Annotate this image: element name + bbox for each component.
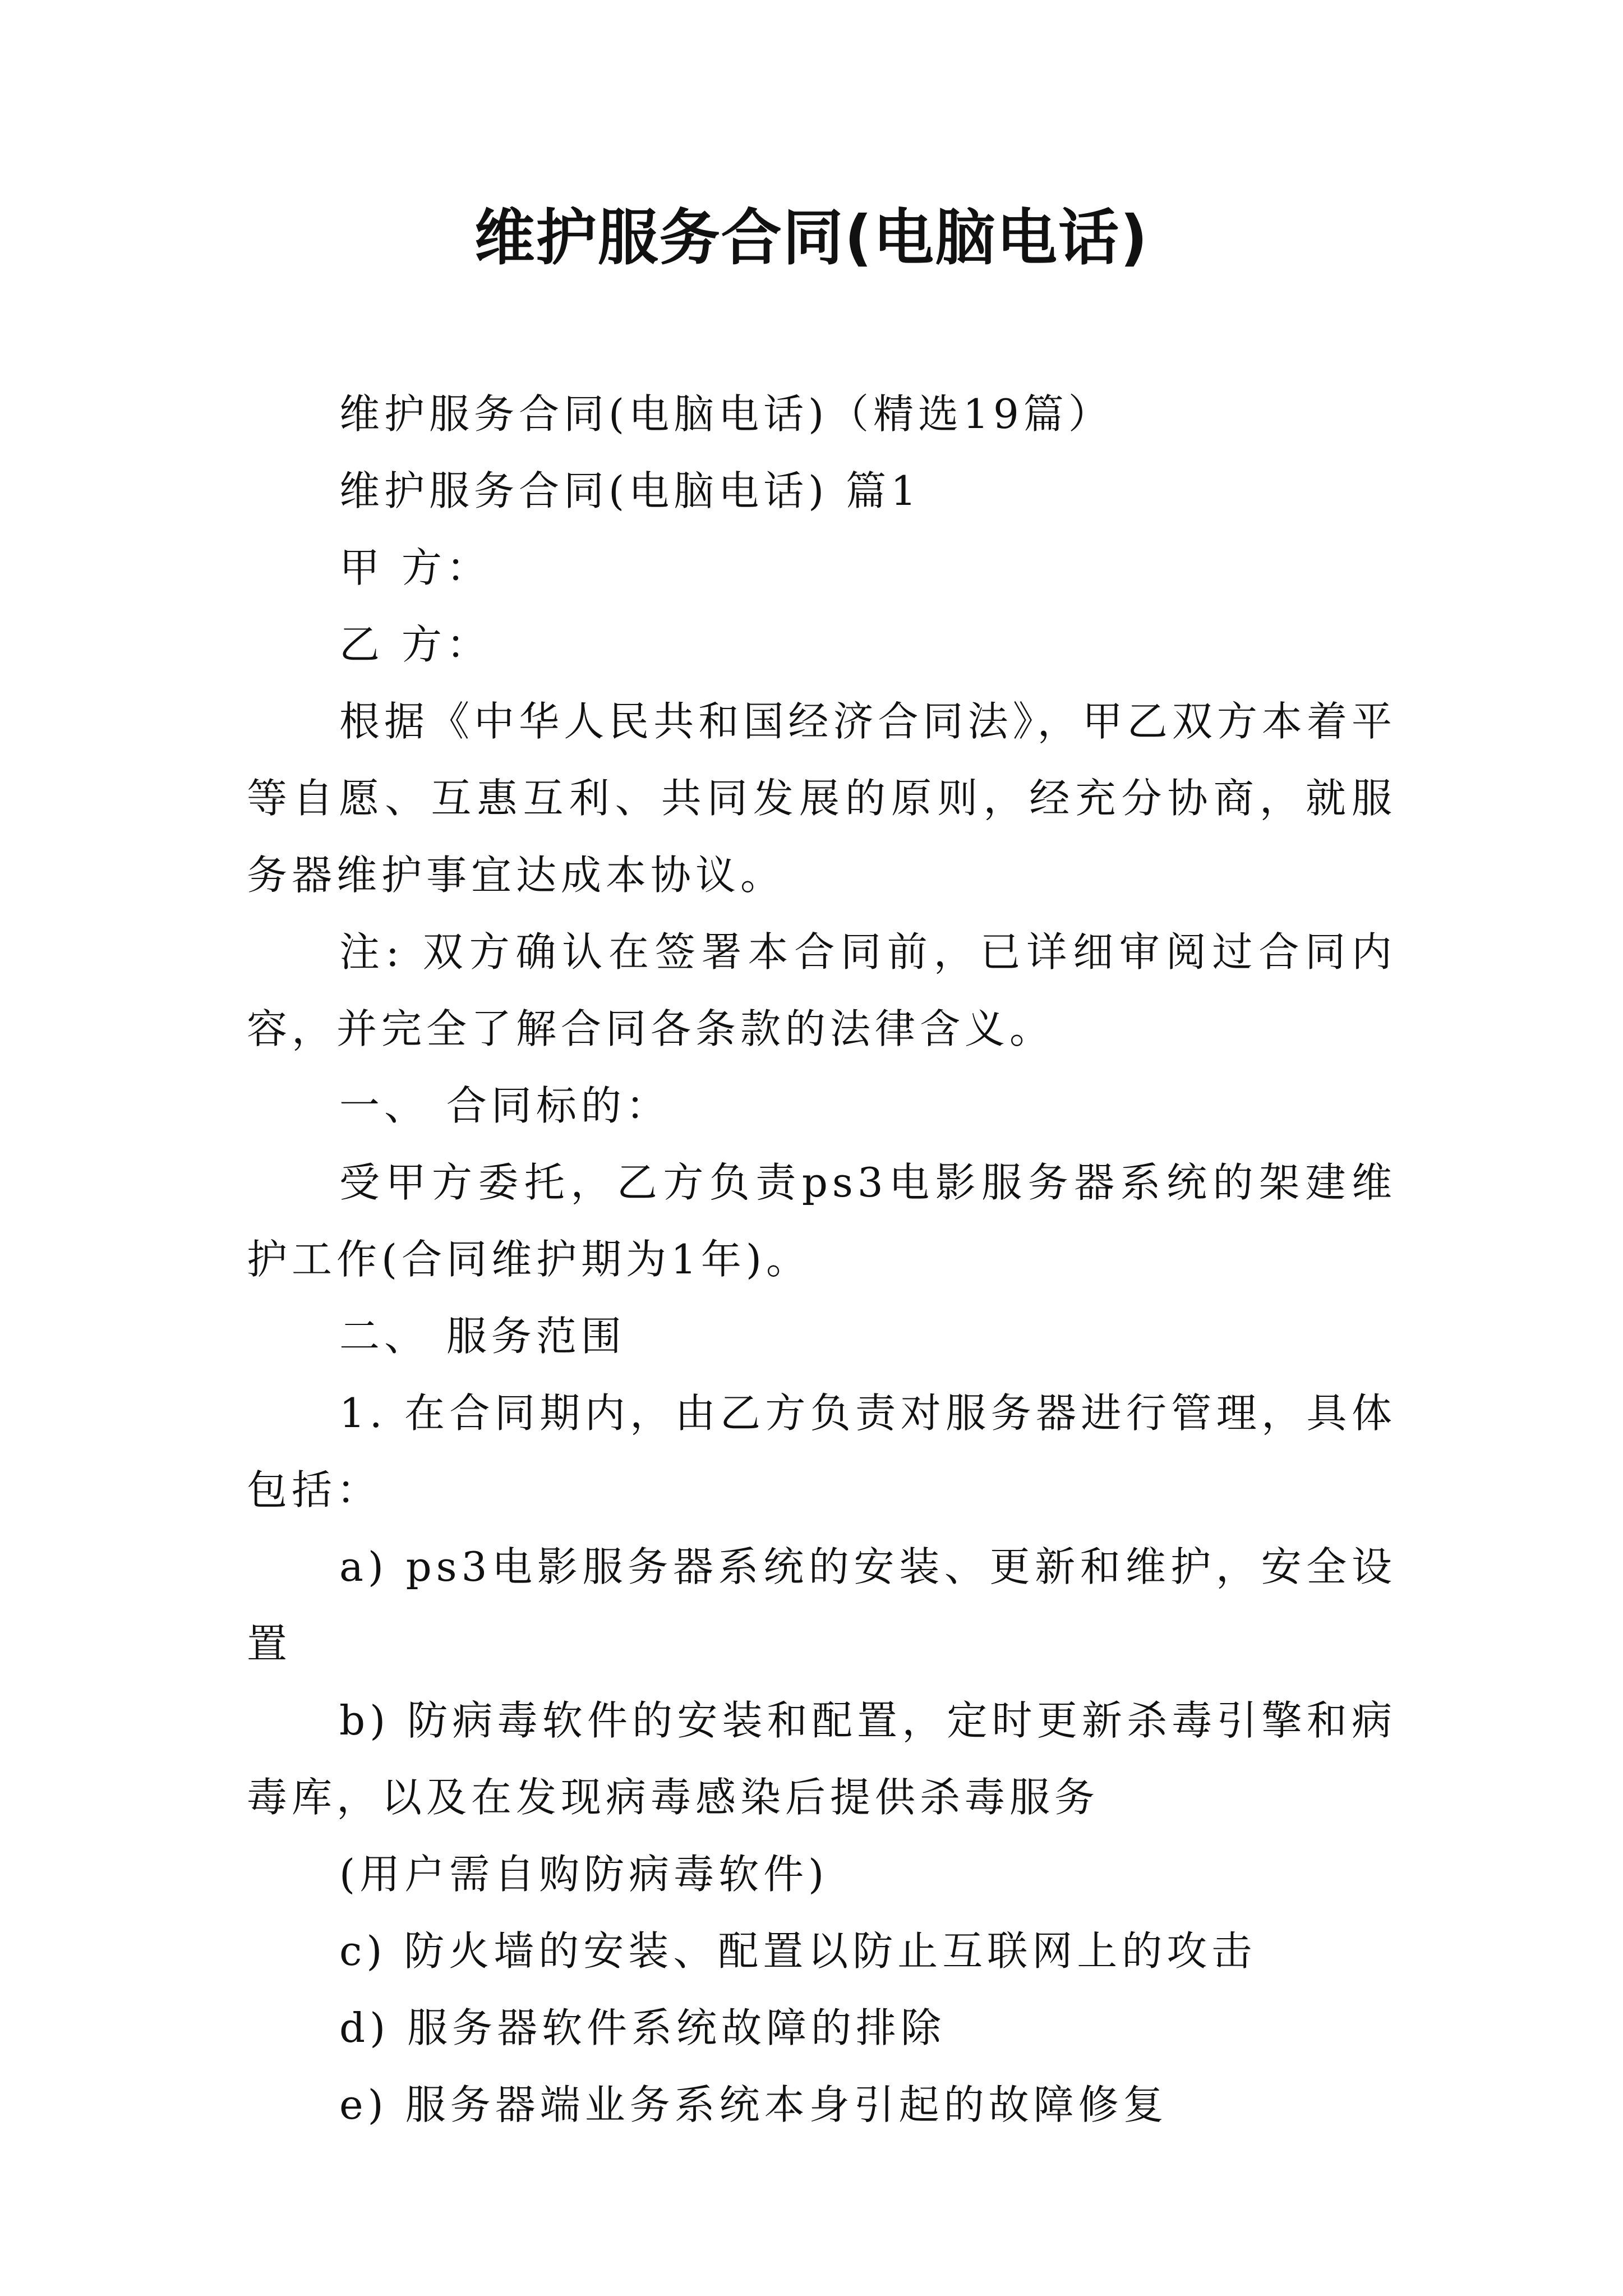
list-item-d: d) 服务器软件系统故障的排除 [339,2004,946,2051]
clause-1-text: 受甲方委托，乙方负责ps3电影服务器系统的架建维护工作(合同维护期为1年)。 [247,1159,1396,1283]
list-item-a: a) ps3电影服务器系统的安装、更新和维护，安全设置 [247,1543,1396,1667]
clause-heading-1: 一、 合同标的： [339,1082,671,1129]
note-paragraph: 注: 双方确认在签署本合同前，已详细审阅过合同内容，并完全了解合同各条款的法律含义。 [247,928,1396,1052]
party-b-line: 乙 方： [339,621,491,668]
preamble-paragraph: 根据《中华人民共和国经济合同法》，甲乙双方本着平等自愿、互惠互利、共同发展的原则，经充分协商，就服务器维护事宜达成本协议。 [247,698,1396,899]
list-item-b-note: (用户需自购防病毒软件) [339,1851,829,1898]
section-heading: 维护服务合同(电脑电话) 篇1 [339,467,921,514]
document-body [247,376,1396,2143]
clause-heading-2: 二、 服务范围 [339,1313,626,1360]
list-item-c: c) 防火墙的安装、配置以防止互联网上的攻击 [339,1927,1257,1975]
document-title: 维护服务合同(电脑电话) [474,203,1149,273]
clause-2-item-1: 1. 在合同期内，由乙方负责对服务器进行管理，具体包括： [247,1389,1396,1513]
list-item-e: e) 服务器端业务系统本身引起的故障修复 [339,2081,1168,2128]
list-item-b: b) 防病毒软件的安装和配置，定时更新杀毒引擎和病毒库，以及在发现病毒感染后提供杀毒服务 [247,1697,1396,1821]
subtitle-paragraph: 维护服务合同(电脑电话)（精选19篇） [339,390,1113,438]
party-a-line: 甲 方： [339,544,491,591]
